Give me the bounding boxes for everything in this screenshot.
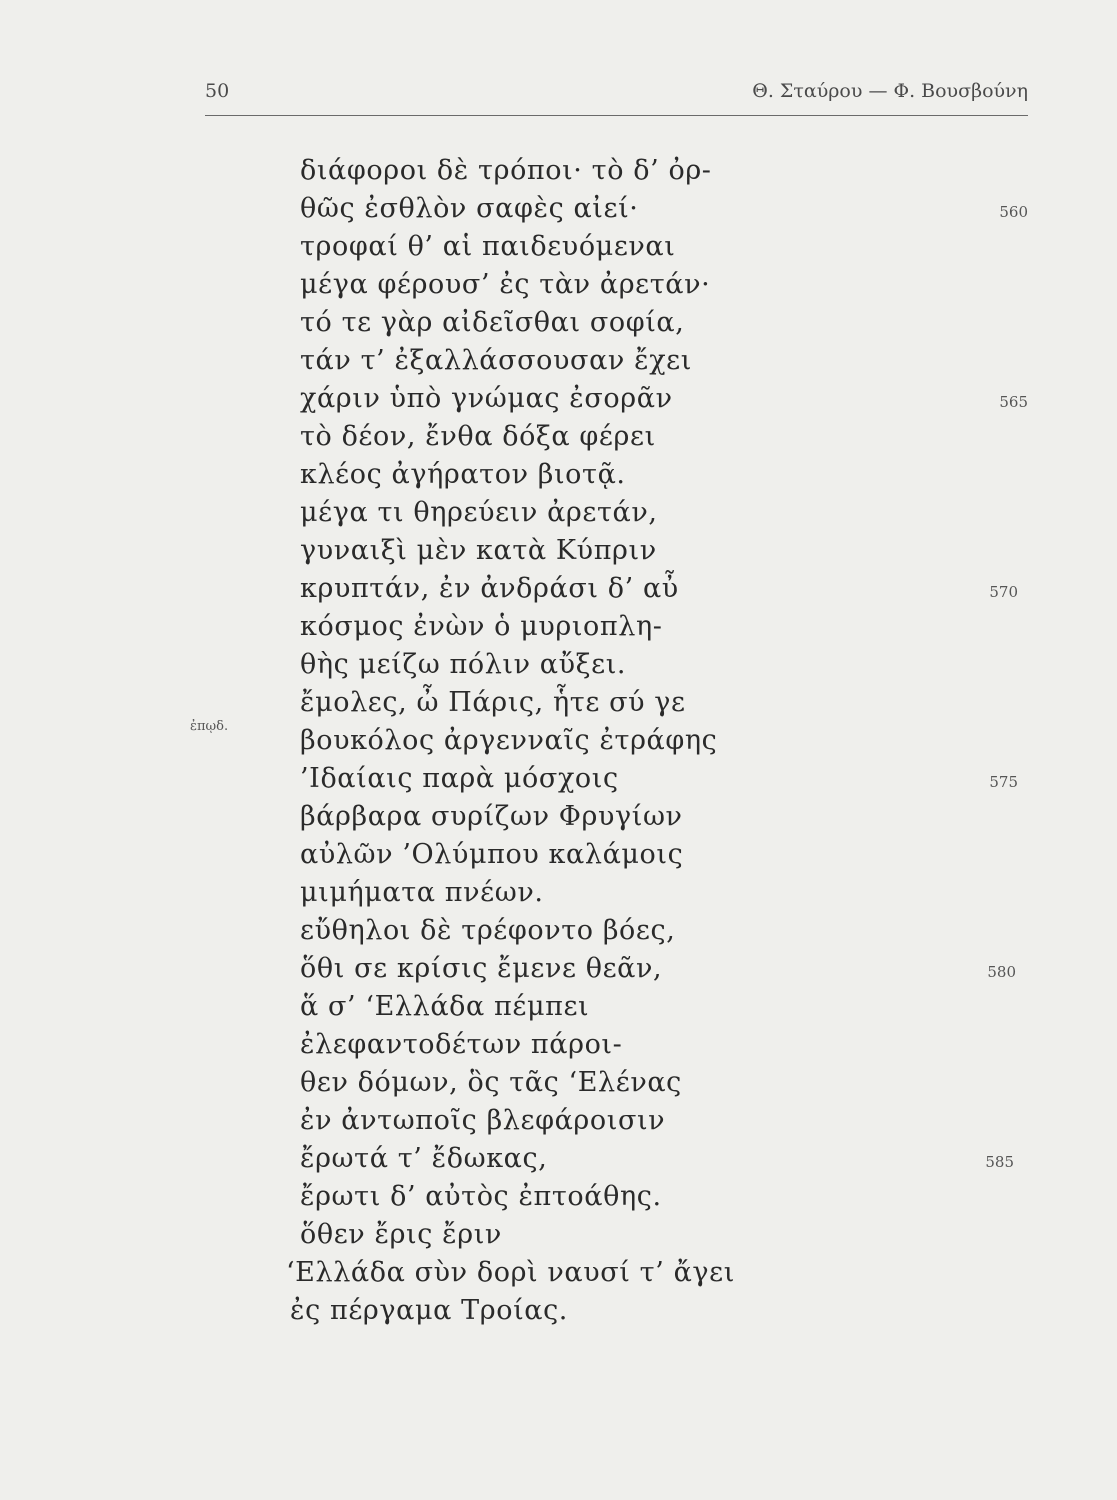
verse-text: εὔθηλοι δὲ τρέφοντο βόες, <box>300 915 676 946</box>
running-head: Θ. Σταύρου — Φ. Βουσβούνη <box>752 80 1028 102</box>
line-number: 575 <box>989 773 1018 791</box>
verse-text: γυναιξὶ μὲν κατὰ Κύπριν <box>300 535 657 566</box>
verse-text: ὅθι σε κρίσις ἔμενε θεᾶν, <box>300 953 663 984</box>
line-number: 580 <box>987 963 1016 981</box>
verse-text: διάφοροι δὲ τρόποι· τὸ δ’ ὀρ- <box>300 155 712 186</box>
line-number: 560 <box>999 203 1028 221</box>
verse-text: ἔρωτι δ’ αὐτὸς ἐπτοάθης. <box>300 1181 662 1212</box>
verse-text: βάρβαρα συρίζων Φρυγίων <box>300 801 683 832</box>
verse-text: ἔρωτά τ’ ἔδωκας, <box>300 1143 548 1174</box>
verse-text: τὸ δέον, ἔνθα δόξα φέρει <box>300 421 656 452</box>
verse-text: μιμήματα πνέων. <box>300 877 544 908</box>
verse-text: τροφαί θ’ αἱ παιδευόμεναι <box>300 231 676 262</box>
verse-text: κλέος ἀγήρατον βιοτᾷ. <box>300 459 626 490</box>
verse-text: ἐς πέργαμα Τροίας. <box>290 1295 568 1326</box>
page-number: 50 <box>205 80 230 102</box>
verse-text: ’Ιδαίαις παρὰ μόσχοις <box>300 763 619 794</box>
verse-text: θεν δόμων, ὃς τᾶς ‘Ελένας <box>300 1067 682 1098</box>
verse-text: βουκόλος ἀργενναῖς ἐτράφης <box>300 725 718 756</box>
verse-text: κρυπτάν, ἐν ἀνδράσι δ’ αὖ <box>300 573 679 604</box>
verse-text: τάν τ’ ἐξαλλάσσουσαν ἔχει <box>300 345 692 376</box>
verse-text: μέγα φέρουσ’ ἐς τὰν ἀρετάν· <box>300 269 711 300</box>
epode-margin-label: ἐπῳδ. <box>190 719 229 734</box>
verse-text: ἐν ἀντωποῖς βλεφάροισιν <box>300 1105 666 1136</box>
line-number: 565 <box>999 393 1028 411</box>
verse-text: κόσμος ἐνὼν ὁ μυριοπλη- <box>300 611 663 642</box>
verse-text: χάριν ὑπὸ γνώμας ἐσορᾶν <box>300 383 673 414</box>
verse-text: ὅθεν ἔρις ἔριν <box>300 1219 502 1250</box>
verse-text: ἔμολες, ὦ Πάρις, ἧτε σύ γε <box>300 687 686 718</box>
verse-text: ‘Ελλάδα σὺν δορὶ ναυσί τ’ ἄγει <box>286 1257 735 1288</box>
line-number: 585 <box>985 1153 1014 1171</box>
verse-text: αὐλῶν ’Ολύμπου καλάμοις <box>300 839 684 870</box>
verse-text: ἅ σ’ ‘Ελλάδα πέμπει <box>300 991 590 1022</box>
verse-text: θὴς μείζω πόλιν αὔξει. <box>300 649 627 680</box>
verse-text: τό τε γὰρ αἰδεῖσθαι σοφία, <box>300 307 685 338</box>
verse-text: μέγα τι θηρεύειν ἀρετάν, <box>300 497 658 528</box>
verse-text: ἐλεφαντοδέτων πάροι- <box>300 1029 623 1060</box>
verse-line <box>290 1295 1010 1339</box>
verse-text: θῶς ἐσθλὸν σαφὲς αἰεί· <box>300 193 639 224</box>
line-number: 570 <box>989 583 1018 601</box>
